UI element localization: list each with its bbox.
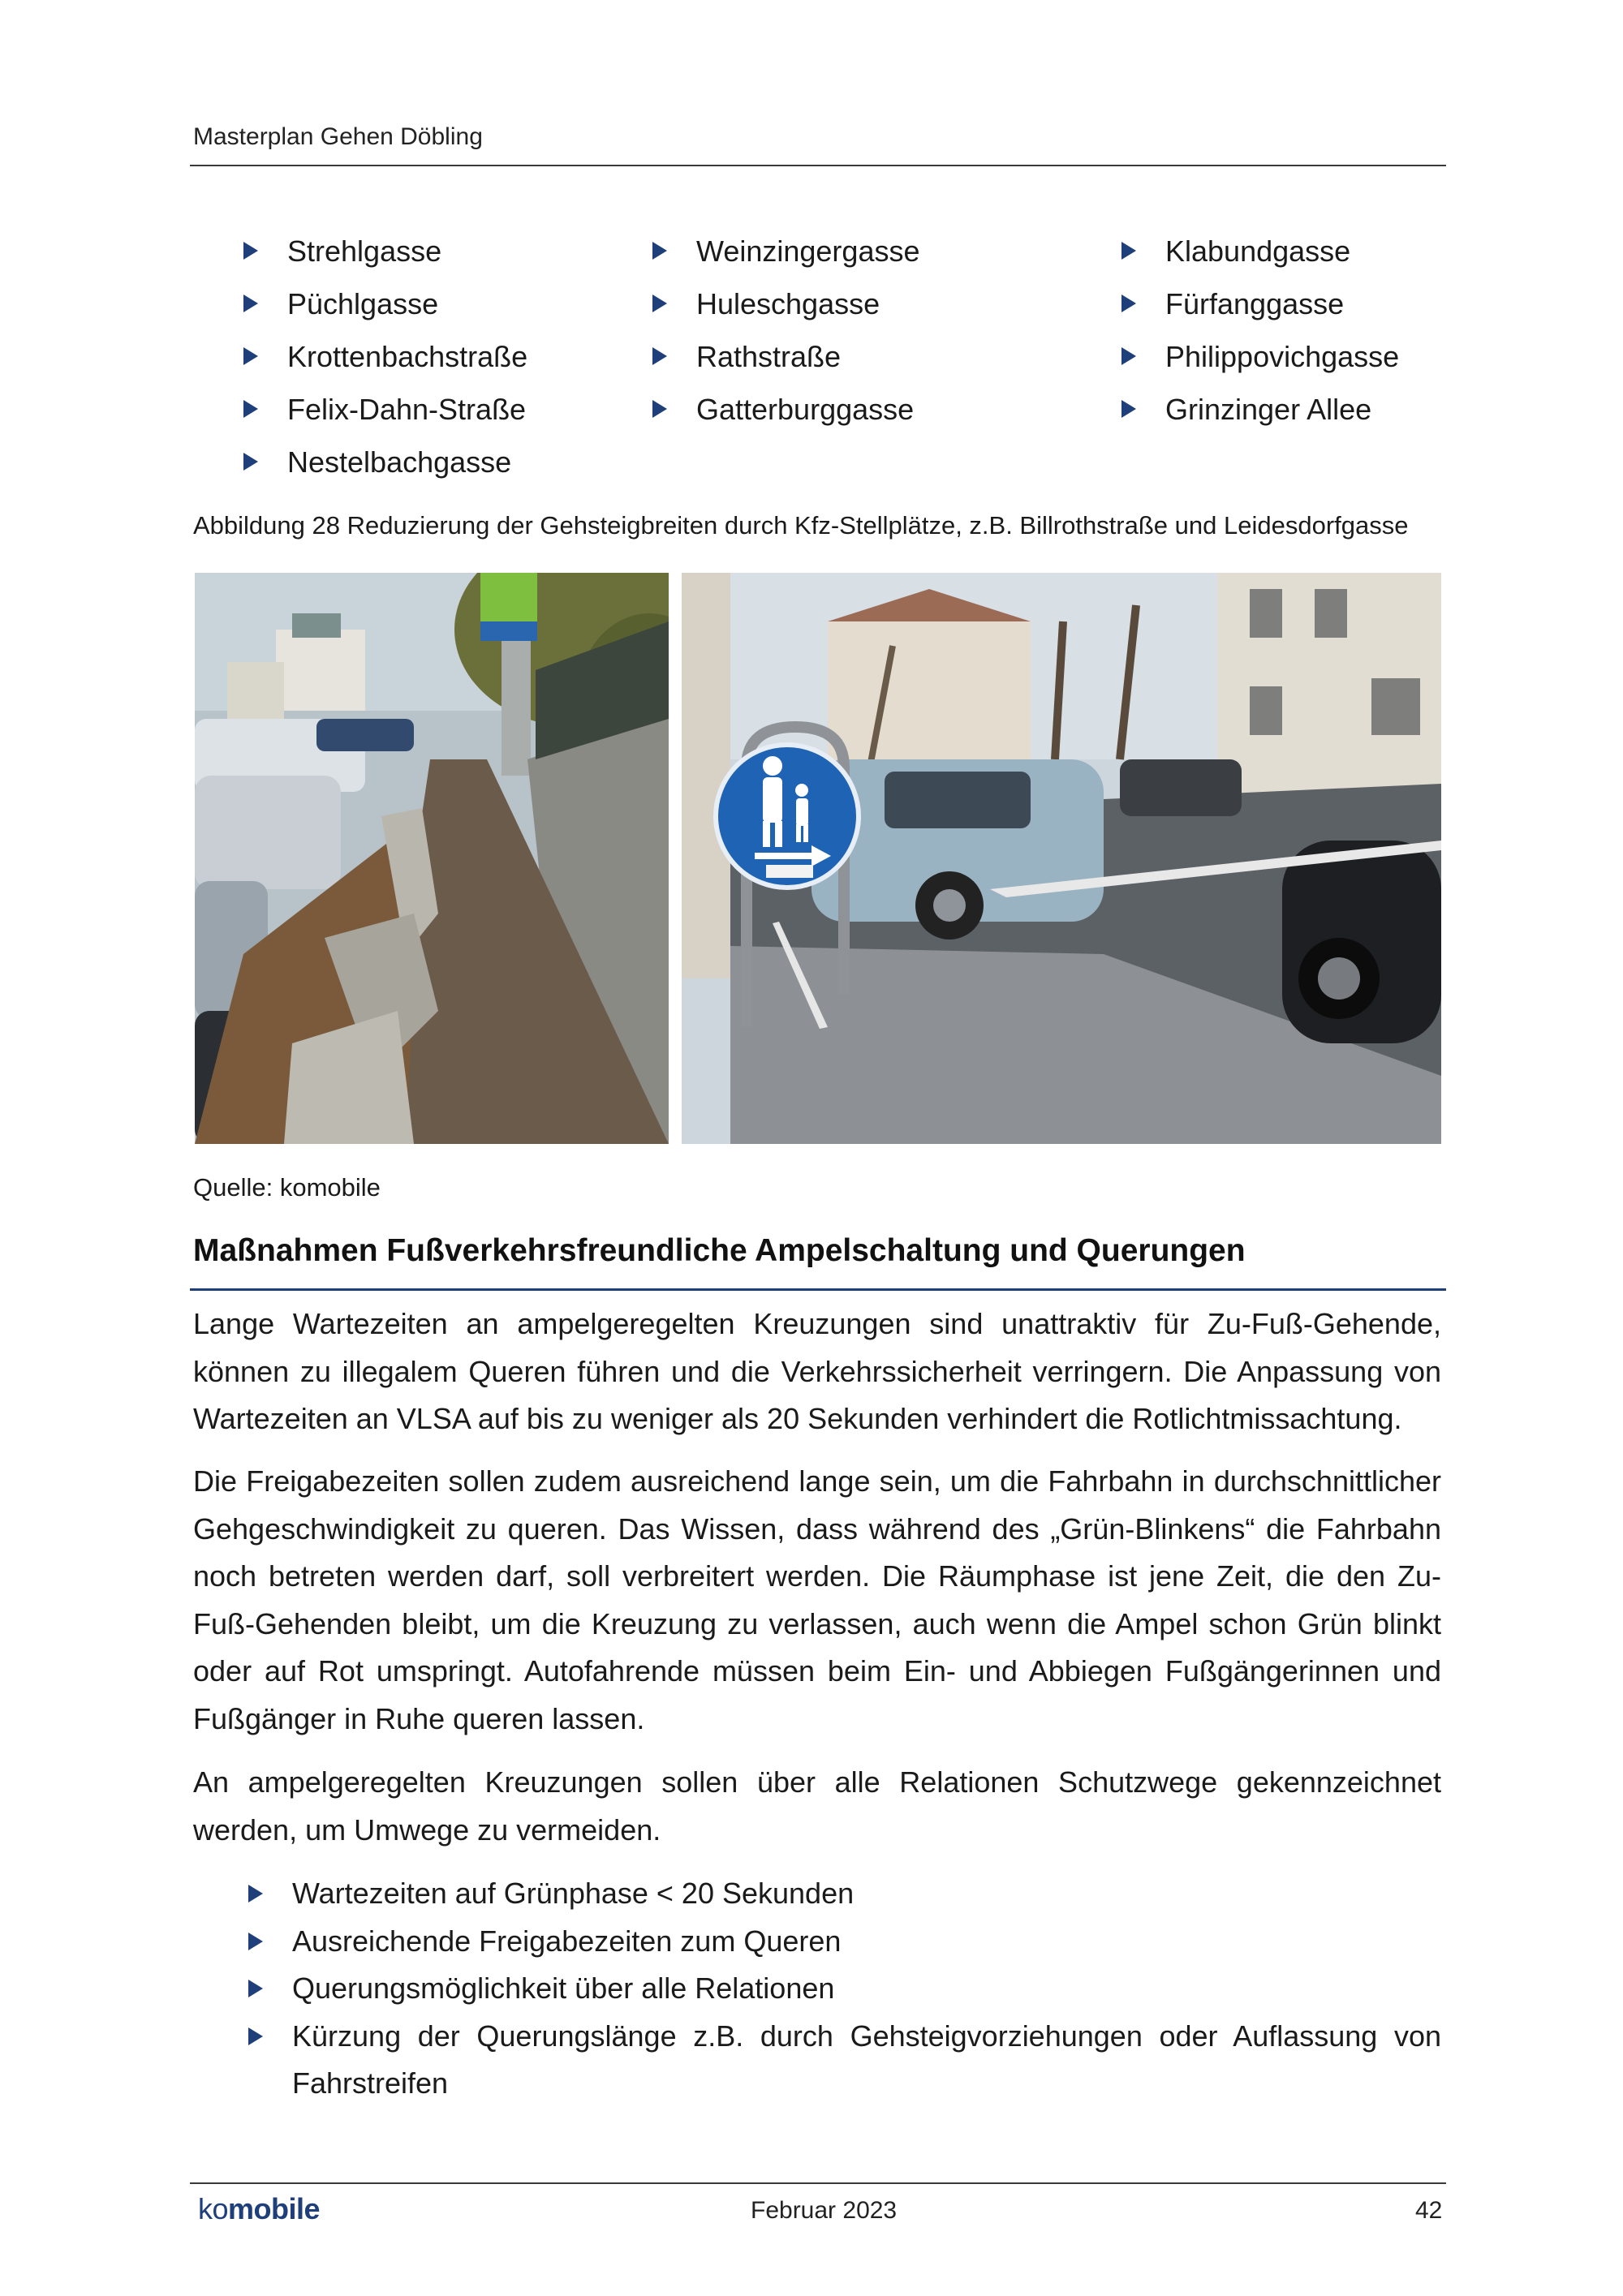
bullet-triangle-icon	[243, 453, 258, 471]
paragraph-waiting-times: Lange Wartezeiten an ampelgeregelten Kreuzungen sind unattraktiv für Zu-Fuß-Gehende, können zu illegalem Queren führen und die Verkehrssicherheit verringern. Die Anpassung von Wartezeiten an VLSA auf bis zu weniger als 20 Sekunden verhindert die Rotlichtmissachtung.	[193, 1307, 1441, 1435]
bullet-triangle-icon	[652, 400, 667, 418]
list-item: Gatterburggasse	[652, 390, 919, 443]
bullet-triangle-icon	[243, 347, 258, 365]
bullet-triangle-icon	[248, 1933, 263, 1950]
list-item: Grinzinger Allee	[1121, 390, 1399, 443]
bullet-triangle-icon	[248, 1980, 263, 1997]
list-item: Huleschgasse	[652, 285, 919, 338]
paragraph-crosswalks: An ampelgeregelten Kreuzungen sollen über alle Relationen Schutzwege gekennzeichnet werden, um Umwege zu vermeiden.	[193, 1765, 1441, 1847]
list-item: Strehlgasse	[243, 232, 527, 285]
photo-leidesdorfgasse-pedestrian-sign	[682, 573, 1441, 1144]
header-divider	[190, 165, 1446, 166]
street-list-column-3	[1121, 232, 1399, 443]
bullet-triangle-icon	[243, 295, 258, 312]
bullet-triangle-icon	[1121, 295, 1136, 312]
list-item: Ausreichende Freigabezeiten zum Queren	[248, 1918, 1441, 1966]
komobile-logo: komobile	[198, 2192, 321, 2225]
footer-divider	[190, 2182, 1446, 2184]
list-item: Nestelbachgasse	[243, 443, 527, 496]
list-item: Krottenbachstraße	[243, 338, 527, 390]
list-item: Klabundgasse	[1121, 232, 1399, 285]
figure-caption: Abbildung 28 Reduzierung der Gehsteigbreiten durch Kfz-Stellplätze, z.B. Billrothstraße und Leidesdorfgasse	[193, 511, 1409, 540]
bullet-triangle-icon	[248, 1885, 263, 1903]
bullet-triangle-icon	[652, 347, 667, 365]
street-list-column-1	[243, 232, 527, 496]
street-list-column-2	[652, 232, 919, 443]
footer-date: Februar 2023	[751, 2197, 898, 2224]
measures-list	[248, 1870, 1441, 2108]
photo-billrothstrasse-sidewalk	[195, 573, 669, 1144]
list-item: Fürfanggasse	[1121, 285, 1399, 338]
paragraph-release-times: Die Freigabezeiten sollen zudem ausreichend lange sein, um die Fahrbahn in durchschnittlicher Gehgeschwindigkeit zu queren. Das Wissen, dass während des „Grün-Blinkens“ die Fahrbahn noch betreten werden darf, soll verbreitert werden. Die Räumphase ist jene Zeit, die den Zu-Fuß-Gehenden bleibt, um die Kreuzung zu verlassen, auch wenn die Ampel schon Grün blinkt oder auf Rot umspringt. Autofahrende müssen beim Ein- und Abbiegen Fußgängerinnen und Fußgänger in Ruhe queren lassen.	[193, 1464, 1441, 1735]
list-item: Querungsmöglichkeit über alle Relationen	[248, 1965, 1441, 2013]
document-header-title: Masterplan Gehen Döbling	[193, 123, 483, 150]
bullet-triangle-icon	[1121, 242, 1136, 260]
list-item: Weinzingergasse	[652, 232, 919, 285]
list-item: Kürzung der Querungslänge z.B. durch Gehsteigvorziehungen oder Auflassung von Fahrstreifen	[248, 2013, 1441, 2108]
page-number: 42	[1415, 2197, 1443, 2224]
bullet-triangle-icon	[248, 2027, 263, 2045]
figure-source: Quelle: komobile	[193, 1173, 381, 1202]
bullet-triangle-icon	[243, 242, 258, 260]
bullet-triangle-icon	[652, 295, 667, 312]
list-item: Püchlgasse	[243, 285, 527, 338]
list-item: Philippovichgasse	[1121, 338, 1399, 390]
section-divider	[190, 1288, 1446, 1291]
list-item: Rathstraße	[652, 338, 919, 390]
bullet-triangle-icon	[243, 400, 258, 418]
bullet-triangle-icon	[1121, 400, 1136, 418]
section-heading: Maßnahmen Fußverkehrsfreundliche Ampelschaltung und Querungen	[193, 1233, 1246, 1268]
bullet-triangle-icon	[652, 242, 667, 260]
list-item: Felix-Dahn-Straße	[243, 390, 527, 443]
bullet-triangle-icon	[1121, 347, 1136, 365]
list-item: Wartezeiten auf Grünphase < 20 Sekunden	[248, 1870, 1441, 1918]
